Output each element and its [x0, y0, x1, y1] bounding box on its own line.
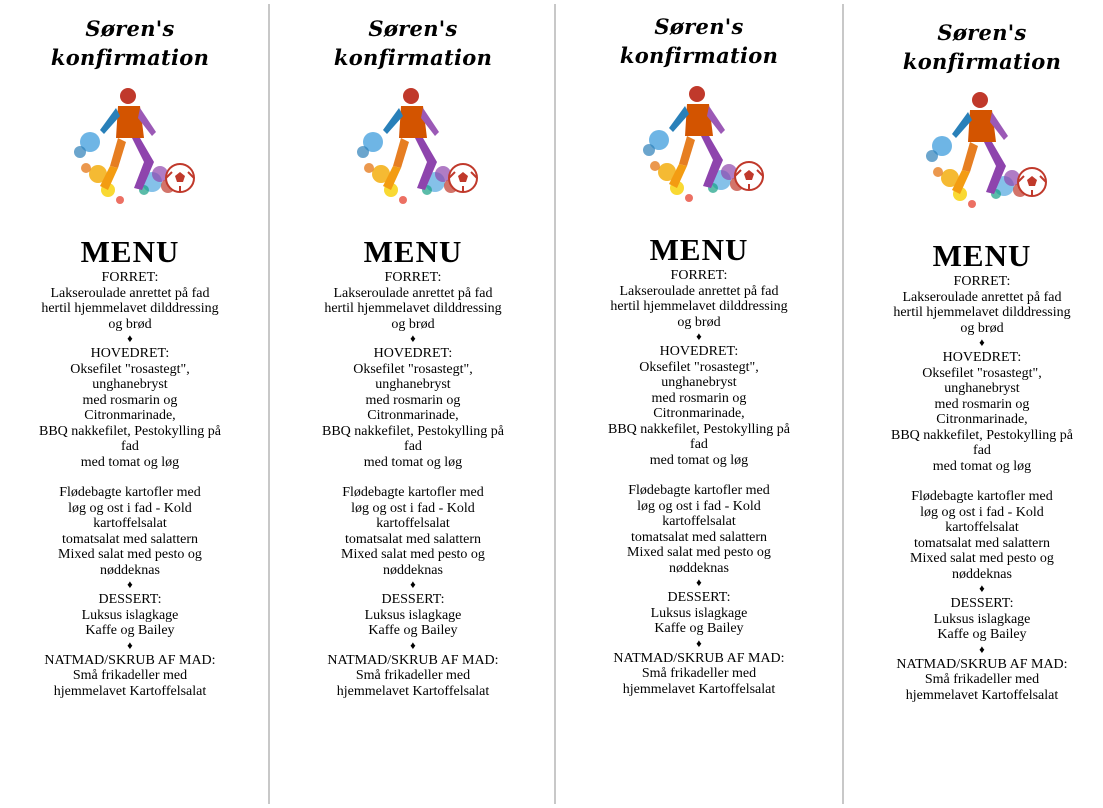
forret-line: Lakseroulade anrettet på fad — [619, 283, 779, 299]
tilbehoer-line: løg og ost i fad - Kold — [68, 500, 192, 516]
hovedret-line: fad — [973, 443, 991, 458]
tilbehoer-line: kartoffelsalat — [662, 514, 736, 529]
menu-heading: MENU — [932, 238, 1032, 273]
diamond-divider-icon: ♦ — [979, 337, 985, 349]
natmad-label: NATMAD/SKRUB AF MAD: — [613, 650, 785, 666]
hovedret-line: Citronmarinade, — [367, 408, 459, 423]
soccer-player-logo — [912, 86, 1052, 222]
forret-line: hertil hjemmelavet dilddressing — [893, 305, 1071, 320]
forret-line: hertil hjemmelavet dilddressing — [324, 301, 502, 316]
diamond-divider-icon: ♦ — [410, 333, 416, 345]
forret-line: hertil hjemmelavet dilddressing — [41, 301, 219, 316]
forret-line: Lakseroulade anrettet på fad — [333, 285, 493, 301]
hovedret-line: Oksefilet "rosastegt", — [70, 361, 190, 377]
natmad-label: NATMAD/SKRUB AF MAD: — [44, 652, 216, 668]
hovedret-line: Citronmarinade, — [936, 412, 1028, 427]
hovedret-line: Citronmarinade, — [84, 408, 176, 423]
hovedret-line: Oksefilet "rosastegt", — [353, 361, 473, 377]
title-line-1: Søren's — [85, 16, 175, 41]
menu-card-3 — [578, 0, 820, 802]
tilbehoer-line: Mixed salat med pesto og — [627, 545, 771, 560]
hovedret-line: BBQ nakkefilet, Pestokylling på — [608, 421, 790, 437]
natmad-label: NATMAD/SKRUB AF MAD: — [327, 652, 499, 668]
forret-label: FORRET: — [384, 270, 442, 285]
dessert-label: DESSERT: — [381, 592, 445, 607]
natmad-label: NATMAD/SKRUB AF MAD: — [896, 656, 1068, 672]
tilbehoer-line: kartoffelsalat — [93, 516, 167, 531]
natmad-line: Små frikadeller med — [355, 668, 471, 683]
hovedret-line: Oksefilet "rosastegt", — [922, 365, 1042, 381]
dessert-label: DESSERT: — [667, 590, 731, 605]
diamond-divider-icon: ♦ — [979, 583, 985, 595]
forret-label: FORRET: — [953, 274, 1011, 289]
divider-3 — [842, 4, 844, 804]
dessert-line: Kaffe og Bailey — [85, 623, 175, 638]
tilbehoer-line: Flødebagte kartofler med — [59, 485, 201, 500]
dessert-line: Luksus islagkage — [933, 611, 1031, 627]
spacer — [39, 470, 221, 485]
title-line-1: Søren's — [937, 20, 1027, 45]
tilbehoer-line: nøddeknas — [952, 566, 1012, 582]
hovedret-label: HOVEDRET: — [659, 344, 739, 359]
diamond-divider-icon: ♦ — [127, 333, 133, 345]
menu-body — [39, 270, 221, 699]
menu-card-1 — [8, 0, 252, 804]
forret-line: Lakseroulade anrettet på fad — [50, 285, 210, 301]
tilbehoer-line: tomatsalat med salattern — [61, 531, 199, 547]
menu-heading: MENU — [649, 232, 749, 267]
forret-label: FORRET: — [101, 270, 159, 285]
dessert-line: Luksus islagkage — [650, 605, 748, 621]
hovedret-line: unghanebryst — [944, 381, 1020, 396]
tilbehoer-line: løg og ost i fad - Kold — [920, 504, 1044, 520]
hovedret-line: med rosmarin og — [365, 392, 461, 408]
hovedret-line: med tomat og løg — [80, 454, 180, 470]
forret-line: Lakseroulade anrettet på fad — [902, 289, 1062, 305]
hovedret-line: med rosmarin og — [934, 396, 1030, 412]
dessert-line: Kaffe og Bailey — [368, 623, 458, 638]
tilbehoer-line: Flødebagte kartofler med — [911, 489, 1053, 504]
tilbehoer-line: kartoffelsalat — [376, 516, 450, 531]
hovedret-line: med tomat og løg — [363, 454, 463, 470]
dessert-label: DESSERT: — [98, 592, 162, 607]
tilbehoer-line: Mixed salat med pesto og — [58, 547, 202, 562]
soccer-ball-icon — [735, 162, 763, 190]
title-line-1: Søren's — [654, 14, 744, 39]
menu-heading: MENU — [363, 234, 463, 269]
tilbehoer-line: Mixed salat med pesto og — [341, 547, 485, 562]
forret-line: og brød — [108, 316, 152, 332]
forret-line: og brød — [960, 320, 1004, 336]
diamond-divider-icon: ♦ — [410, 579, 416, 591]
title-line-1: Søren's — [368, 16, 458, 41]
tilbehoer-line: nøddeknas — [669, 560, 729, 576]
hovedret-line: med tomat og løg — [932, 458, 1032, 474]
hovedret-label: HOVEDRET: — [373, 346, 453, 361]
card-title — [903, 18, 1061, 76]
dessert-line: Luksus islagkage — [81, 607, 179, 623]
tilbehoer-line: nøddeknas — [383, 562, 443, 578]
hovedret-line: unghanebryst — [92, 377, 168, 392]
tilbehoer-line: tomatsalat med salattern — [913, 535, 1051, 551]
spacer — [322, 470, 504, 485]
forret-line: hertil hjemmelavet dilddressing — [610, 299, 788, 314]
hovedret-line: med rosmarin og — [651, 390, 747, 406]
dessert-label: DESSERT: — [950, 596, 1014, 611]
hovedret-line: med rosmarin og — [82, 392, 178, 408]
hovedret-line: unghanebryst — [661, 375, 737, 390]
diamond-divider-icon: ♦ — [979, 643, 985, 656]
title-line-2: konfirmation — [902, 49, 1062, 74]
dessert-line: Kaffe og Bailey — [937, 627, 1027, 642]
hovedret-line: med tomat og løg — [649, 452, 749, 468]
soccer-ball-icon — [449, 164, 477, 192]
natmad-line: Små frikadeller med — [641, 666, 757, 681]
hovedret-label: HOVEDRET: — [90, 346, 170, 361]
menu-card-4 — [862, 4, 1102, 808]
spacer — [608, 468, 790, 483]
menu-body — [608, 268, 790, 697]
menu-body — [891, 274, 1073, 703]
card-title — [620, 12, 778, 70]
menu-body — [322, 270, 504, 699]
hovedret-line: fad — [690, 437, 708, 452]
menu-heading: MENU — [80, 234, 180, 269]
forret-label: FORRET: — [670, 268, 728, 283]
menu-card-2 — [293, 0, 533, 804]
tilbehoer-line: tomatsalat med salattern — [344, 531, 482, 547]
player-figure-icon — [383, 88, 439, 190]
hovedret-line: unghanebryst — [375, 377, 451, 392]
tilbehoer-line: løg og ost i fad - Kold — [637, 498, 761, 514]
tilbehoer-line: tomatsalat med salattern — [630, 529, 768, 545]
player-figure-icon — [100, 88, 156, 190]
title-line-2: konfirmation — [333, 45, 493, 70]
hovedret-label: HOVEDRET: — [942, 350, 1022, 365]
diamond-divider-icon: ♦ — [410, 639, 416, 652]
hovedret-line: fad — [404, 439, 422, 454]
soccer-player-logo — [343, 82, 483, 218]
soccer-ball-icon — [166, 164, 194, 192]
hovedret-line: Oksefilet "rosastegt", — [639, 359, 759, 375]
tilbehoer-line: Mixed salat med pesto og — [910, 551, 1054, 566]
card-title — [51, 14, 209, 72]
hovedret-line: Citronmarinade, — [653, 406, 745, 421]
divider-2 — [554, 4, 556, 804]
dessert-line: Kaffe og Bailey — [654, 621, 744, 636]
natmad-line: Små frikadeller med — [924, 672, 1040, 687]
tilbehoer-line: kartoffelsalat — [945, 520, 1019, 535]
diamond-divider-icon: ♦ — [696, 331, 702, 343]
natmad-line: hjemmelavet Kartoffelsalat — [53, 683, 207, 699]
natmad-line: hjemmelavet Kartoffelsalat — [336, 683, 490, 699]
card-title — [334, 14, 492, 72]
diamond-divider-icon: ♦ — [696, 637, 702, 650]
player-figure-icon — [669, 86, 725, 188]
tilbehoer-line: Flødebagte kartofler med — [628, 483, 770, 498]
hovedret-line: BBQ nakkefilet, Pestokylling på — [891, 427, 1073, 443]
tilbehoer-line: Flødebagte kartofler med — [342, 485, 484, 500]
tilbehoer-line: løg og ost i fad - Kold — [351, 500, 475, 516]
divider-1 — [268, 4, 270, 804]
dessert-line: Luksus islagkage — [364, 607, 462, 623]
natmad-line: Små frikadeller med — [72, 668, 188, 683]
forret-line: og brød — [391, 316, 435, 332]
hovedret-line: BBQ nakkefilet, Pestokylling på — [322, 423, 504, 439]
soccer-player-logo — [60, 82, 200, 218]
diamond-divider-icon: ♦ — [696, 577, 702, 589]
title-line-2: konfirmation — [50, 45, 210, 70]
diamond-divider-icon: ♦ — [127, 579, 133, 591]
player-figure-icon — [952, 92, 1008, 194]
natmad-line: hjemmelavet Kartoffelsalat — [905, 687, 1059, 703]
spacer — [891, 474, 1073, 489]
tilbehoer-line: nøddeknas — [100, 562, 160, 578]
natmad-line: hjemmelavet Kartoffelsalat — [622, 681, 776, 697]
hovedret-line: fad — [121, 439, 139, 454]
diamond-divider-icon: ♦ — [127, 639, 133, 652]
soccer-ball-icon — [1018, 168, 1046, 196]
soccer-player-logo — [629, 80, 769, 216]
hovedret-line: BBQ nakkefilet, Pestokylling på — [39, 423, 221, 439]
title-line-2: konfirmation — [619, 43, 779, 68]
forret-line: og brød — [677, 314, 721, 330]
